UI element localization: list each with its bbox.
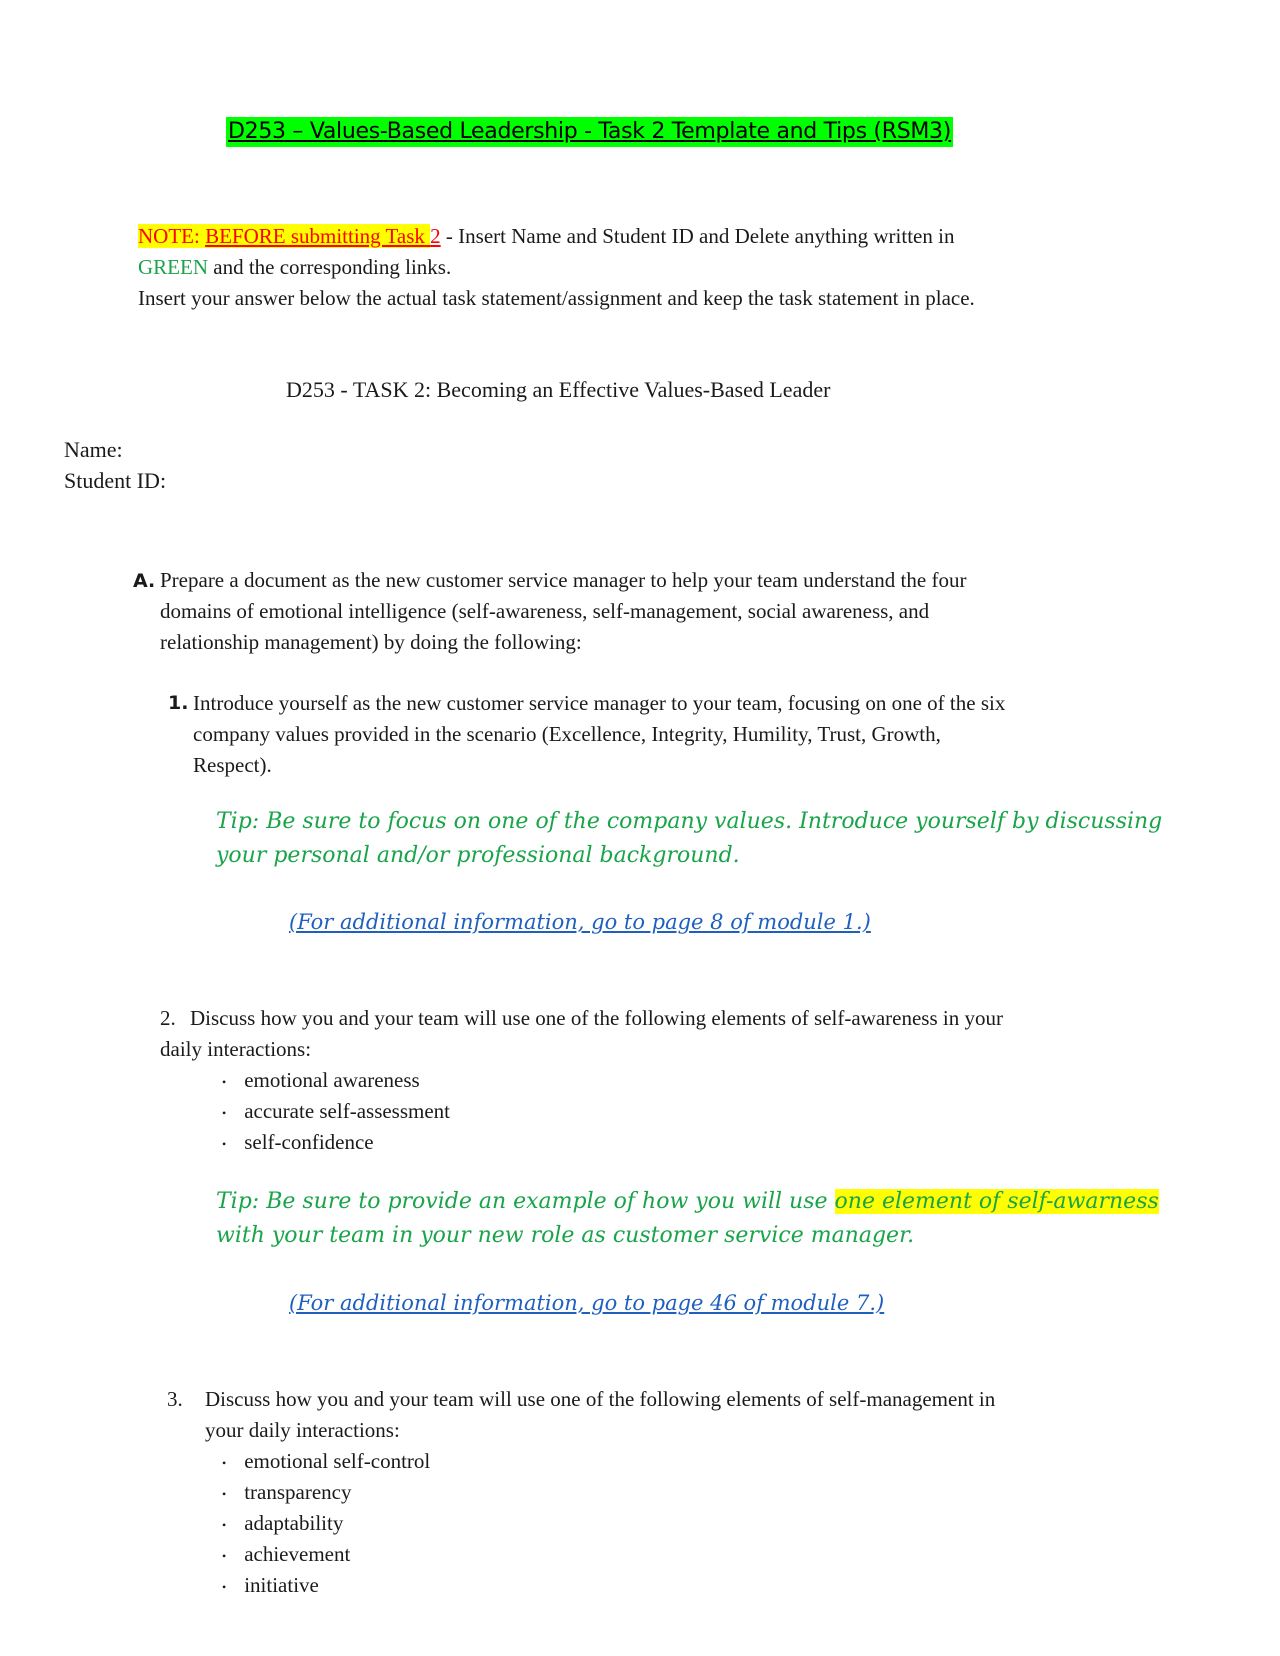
list-item: • transparency: [222, 1480, 352, 1504]
note-prefix: NOTE:: [138, 224, 206, 248]
bullet-icon: •: [222, 1136, 227, 1151]
list-item: • accurate self-assessment: [222, 1099, 451, 1123]
item-3-marker: 3.: [167, 1387, 183, 1411]
item-1-text: [193, 688, 1005, 781]
list-item: • achievement: [222, 1542, 351, 1566]
item-2-tip: [216, 1185, 1159, 1253]
note-before-submitting: BEFORE submitting Task: [205, 224, 431, 248]
item-2-module-link[interactable]: (For additional information, go to page 46 of module 7.): [289, 1291, 885, 1315]
name-label: Name:: [64, 437, 123, 462]
section-a-line: relationship management) by doing the following:: [160, 630, 582, 654]
item-2-line-second: daily interactions:: [160, 1037, 312, 1061]
bullet-icon: •: [222, 1074, 227, 1089]
item-1-module-link[interactable]: (For additional information, go to page 8 of module 1.): [289, 910, 871, 934]
note-line-1: [138, 221, 954, 252]
item-1-tip-line: Tip: Be sure to focus on one of the company values. Introduce yourself by discussing: [216, 809, 1163, 834]
item-3-line: Discuss how you and your team will use one of the following elements of self-management in: [205, 1387, 996, 1411]
item-2-bullet-list: [222, 1065, 450, 1158]
section-a-text: [160, 565, 966, 658]
bullet-icon: •: [222, 1105, 227, 1120]
note-instruction: - Insert Name and Student ID and Delete anything written in: [440, 224, 955, 248]
note-links-text: and the corresponding links.: [208, 255, 452, 279]
item-3-bullet-list: [222, 1446, 430, 1601]
item-1-tip-line: your personal and/or professional background.: [216, 843, 740, 868]
item-2-line-first: Discuss how you and your team will use one of the following elements of self-awareness in your: [190, 1006, 1003, 1030]
item-1-tip: [216, 805, 1162, 873]
list-item: • self-confidence: [222, 1130, 374, 1154]
item-1-line: Introduce yourself as the new customer service manager to your team, focusing on one of the six: [193, 691, 1006, 715]
list-item: • emotional awareness: [222, 1068, 420, 1092]
section-a-marker: A.: [133, 570, 156, 592]
item-1-line: company values provided in the scenario (Excellence, Integrity, Humility, Trust, Growth,: [193, 722, 941, 746]
list-item: • initiative: [222, 1573, 319, 1597]
item-2-tip-line-2: with your team in your new role as customer service manager.: [216, 1223, 915, 1248]
list-item: • adaptability: [222, 1511, 344, 1535]
note-line-2: [138, 252, 451, 283]
note-line-3: Insert your answer below the actual task statement/assignment and keep the task statement in place.: [138, 286, 975, 310]
note-green-word: GREEN: [138, 255, 208, 279]
item-1-marker: 1.: [168, 692, 189, 714]
bullet-icon: •: [222, 1455, 227, 1470]
bullet-icon: •: [222, 1517, 227, 1532]
document-title: D253 – Values-Based Leadership - Task 2 Template and Tips (RSM3): [226, 117, 953, 147]
task-heading: D253 - TASK 2: Becoming an Effective Values-Based Leader: [286, 377, 831, 402]
item-2-tip-highlight: one element of self-awarness: [834, 1189, 1159, 1214]
section-a-line: Prepare a document as the new customer service manager to help your team understand the four: [160, 568, 967, 592]
bullet-icon: •: [222, 1548, 227, 1563]
item-3-line: your daily interactions:: [205, 1418, 400, 1442]
list-item: • emotional self-control: [222, 1449, 431, 1473]
note-task-number: 2: [430, 224, 441, 248]
item-3-text: [205, 1384, 995, 1446]
bullet-icon: •: [222, 1579, 227, 1594]
bullet-icon: •: [222, 1486, 227, 1501]
item-1-line: Respect).: [193, 753, 272, 777]
item-2-tip-pre: Tip: Be sure to provide an example of how you will use: [216, 1189, 835, 1214]
item-2-marker: 2.: [160, 1006, 176, 1030]
student-id-label: Student ID:: [64, 468, 167, 493]
section-a-line: domains of emotional intelligence (self-awareness, self-management, social awareness, and: [160, 599, 930, 623]
